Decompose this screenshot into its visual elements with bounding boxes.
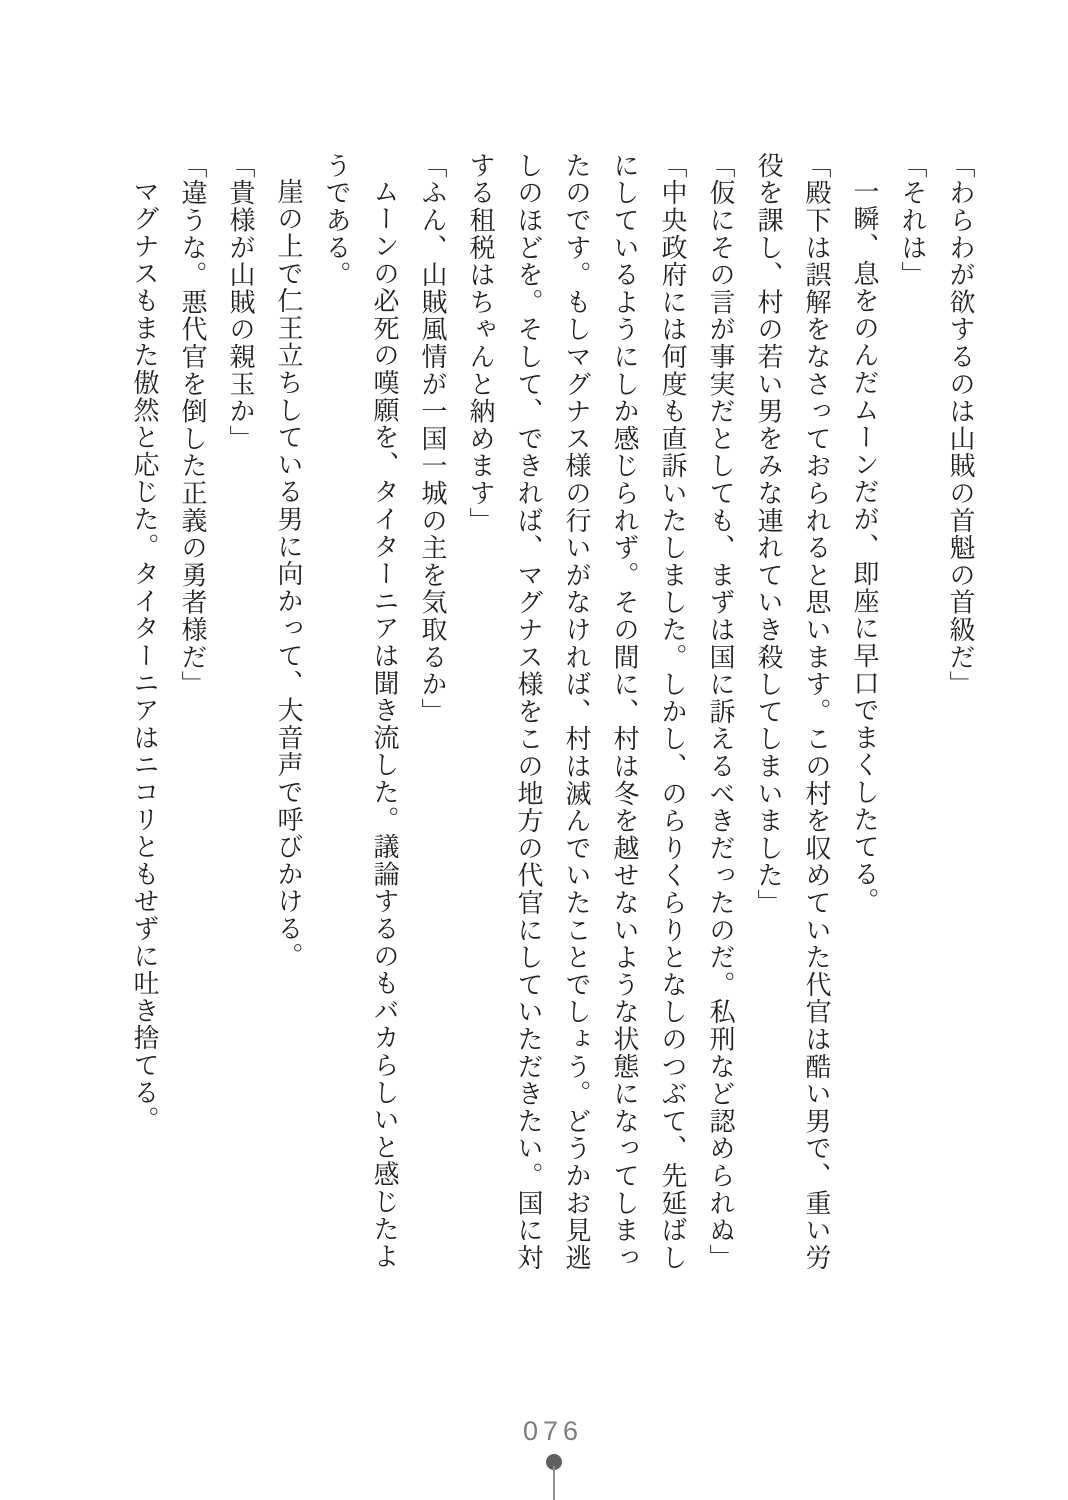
page-text-block [112,152,984,1277]
paragraph-dialogue: 「ふん、山賊風情が一国一城の主を気取るか」 [418,152,447,726]
paragraph-dialogue: 「違うな。悪代官を倒した正義の勇者様だ」 [178,152,207,698]
page-number: 076 [522,1416,584,1446]
paragraph-dialogue: 「殿下は誤解をなさっておられると思います。この村を収めていた代官は酷い男で、重い労役を課し、村の若い男をみな連れていき殺してしまいました」 [754,152,831,1272]
paragraph-narrative: ムーンの必死の嘆願を、タイターニアは聞き流した。議論するのもバカらしいと感じたようである。 [322,152,399,1270]
paragraph-narrative: 崖の上で仁王立ちしている男に向かって、大音声で呼びかける。 [274,178,303,970]
page-marker-line-icon [553,1466,555,1500]
paragraph-narrative: 一瞬、息をのんだムーンだが、即座に早口でまくしたてる。 [850,178,879,916]
paragraph-dialogue: 「仮にその言が事実だとしても、まずは国に訴えるべきだったのだ。私刑など認められぬ」 [706,152,735,1272]
paragraph-dialogue: 「貴様が山賊の親玉か」 [226,152,255,453]
paragraph-dialogue: 「中央政府には何度も直訴いたしました。しかし、のらりくらりとなしのつぶて、先延ばしにしているようにしか感じられず。その間に、村は冬を越せないような状態になってしまったのです。もしマグナス様の行いがなければ、村は滅んでいたことでしょう。どうかお見逃しのほどを。そして、できれば、マグナス様をこの地方の代官にしていただきたい。国に対する租税はちゃんと納めます」 [466,152,687,1272]
paragraph-dialogue: 「それは」 [898,152,927,289]
paragraph-narrative: マグナスもまた傲然と応じた。タイターニアはニコリともせずに吐き捨てる。 [130,178,159,1134]
paragraph-dialogue: 「わらわが欲するのは山賊の首魁の首級だ」 [946,152,975,698]
